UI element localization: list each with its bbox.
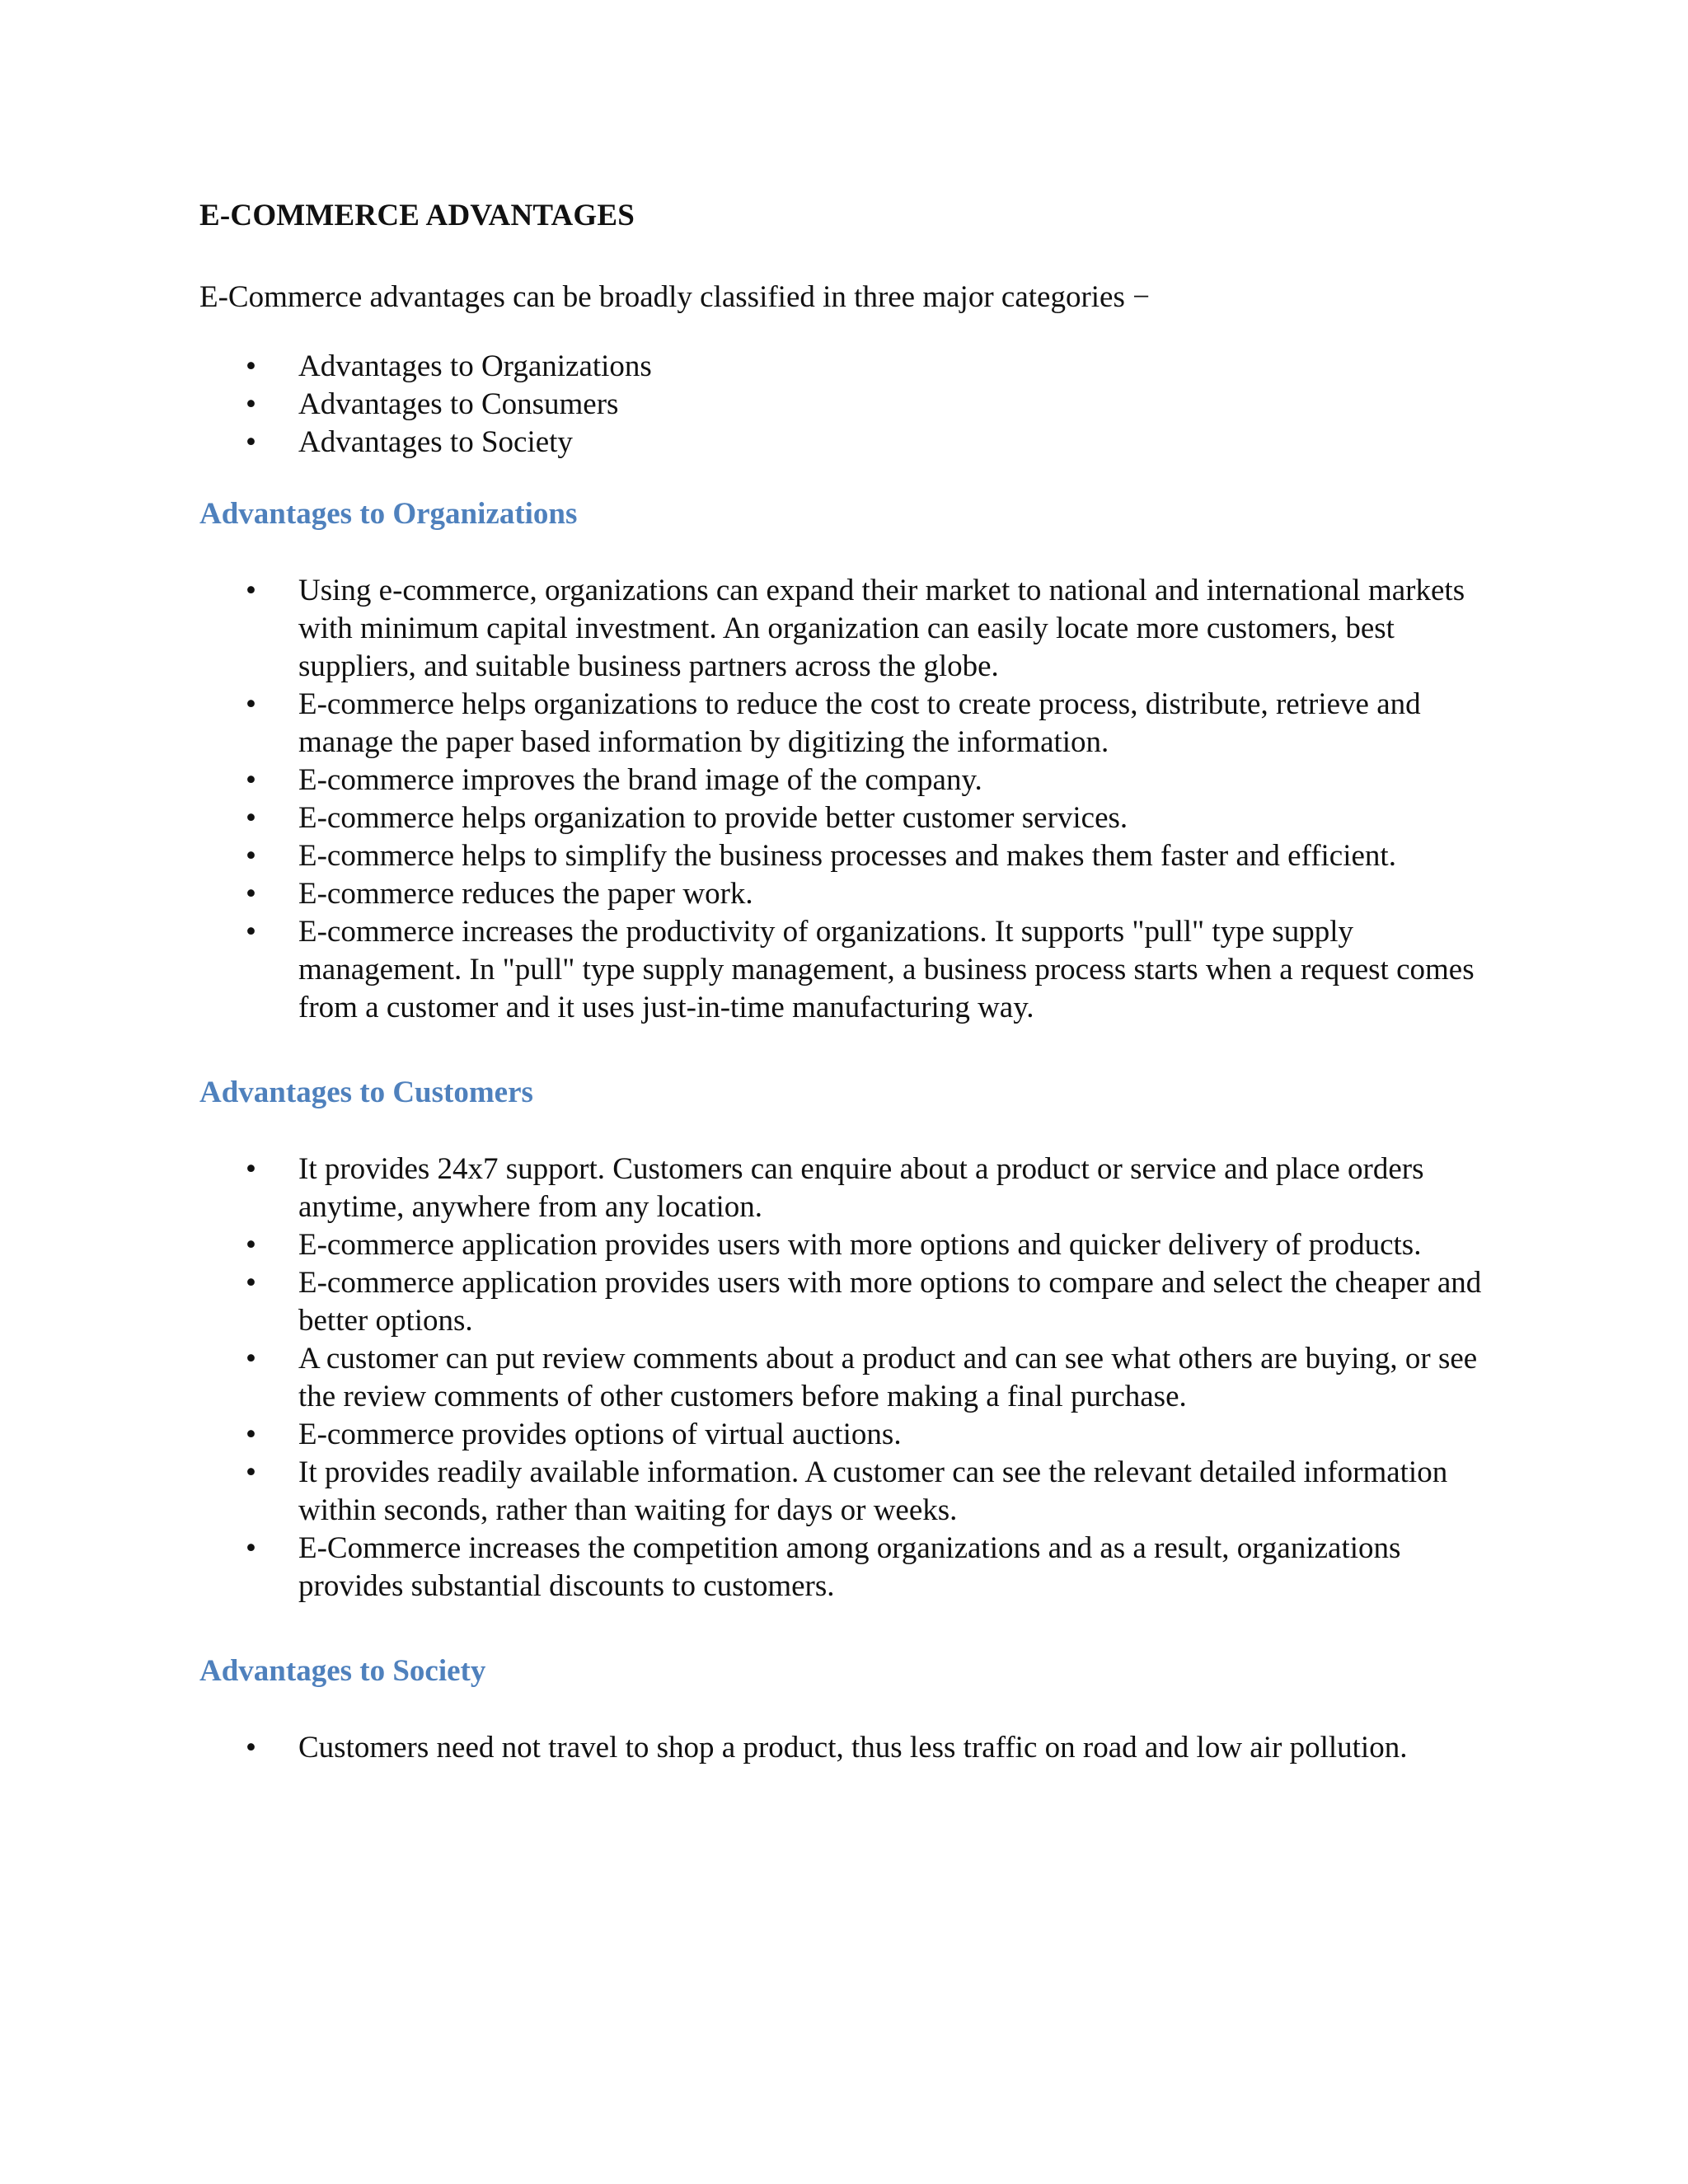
category-list: [199, 348, 1485, 462]
category-item-society: • Advantages to Society: [199, 424, 1485, 462]
section-heading-organizations: Advantages to Organizations: [199, 497, 578, 531]
list-item: • Customers need not travel to shop a product, thus less traffic on road and low air pollution.: [199, 1729, 1485, 1767]
list-item: • Using e-commerce, organizations can expand their market to national and international markets with minimum capital investment. An organization can easily locate more customers, best suppliers, and suitable business partners across the globe.: [199, 572, 1485, 686]
section-heading-customers: Advantages to Customers: [199, 1076, 533, 1109]
category-item-consumers: • Advantages to Consumers: [199, 386, 1485, 424]
list-item: • It provides readily available information. A customer can see the relevant detailed information within seconds, rather than waiting for days or weeks.: [199, 1454, 1485, 1530]
section-heading-society: Advantages to Society: [199, 1654, 486, 1688]
intro-paragraph: E-Commerce advantages can be broadly classified in three major categories −: [199, 280, 1150, 314]
list-item: • A customer can put review comments about a product and can see what others are buying, or see the review comments of other customers before making a final purchase.: [199, 1340, 1485, 1416]
category-item-organizations: • Advantages to Organizations: [199, 348, 1485, 386]
document-title: E-COMMERCE ADVANTAGES: [199, 199, 635, 232]
list-item: • E-Commerce increases the competition among organizations and as a result, organizations provides substantial discounts to customers.: [199, 1530, 1485, 1605]
organizations-advantages-list: [199, 572, 1485, 1027]
list-item: • E-commerce helps to simplify the business processes and makes them faster and efficient.: [199, 837, 1485, 875]
list-item: • E-commerce reduces the paper work.: [199, 875, 1485, 913]
list-item: • E-commerce helps organizations to reduce the cost to create process, distribute, retrieve and manage the paper based information by digitizing the information.: [199, 686, 1485, 762]
list-item: • It provides 24x7 support. Customers can enquire about a product or service and place orders anytime, anywhere from any location.: [199, 1151, 1485, 1226]
society-advantages-list: [199, 1729, 1485, 1767]
customers-advantages-list: [199, 1151, 1485, 1605]
document-page: [199, 194, 1485, 1811]
list-item: • E-commerce application provides users with more options and quicker delivery of products.: [199, 1226, 1485, 1264]
list-item: • E-commerce provides options of virtual auctions.: [199, 1416, 1485, 1454]
list-item: • E-commerce increases the productivity of organizations. It supports "pull" type supply management. In "pull" type supply management, a business process starts when a request comes from a customer and it uses just-in-time manufacturing way.: [199, 913, 1485, 1027]
list-item: • E-commerce helps organization to provide better customer services.: [199, 799, 1485, 837]
list-item: • E-commerce improves the brand image of the company.: [199, 762, 1485, 799]
list-item: • E-commerce application provides users with more options to compare and select the cheaper and better options.: [199, 1264, 1485, 1340]
